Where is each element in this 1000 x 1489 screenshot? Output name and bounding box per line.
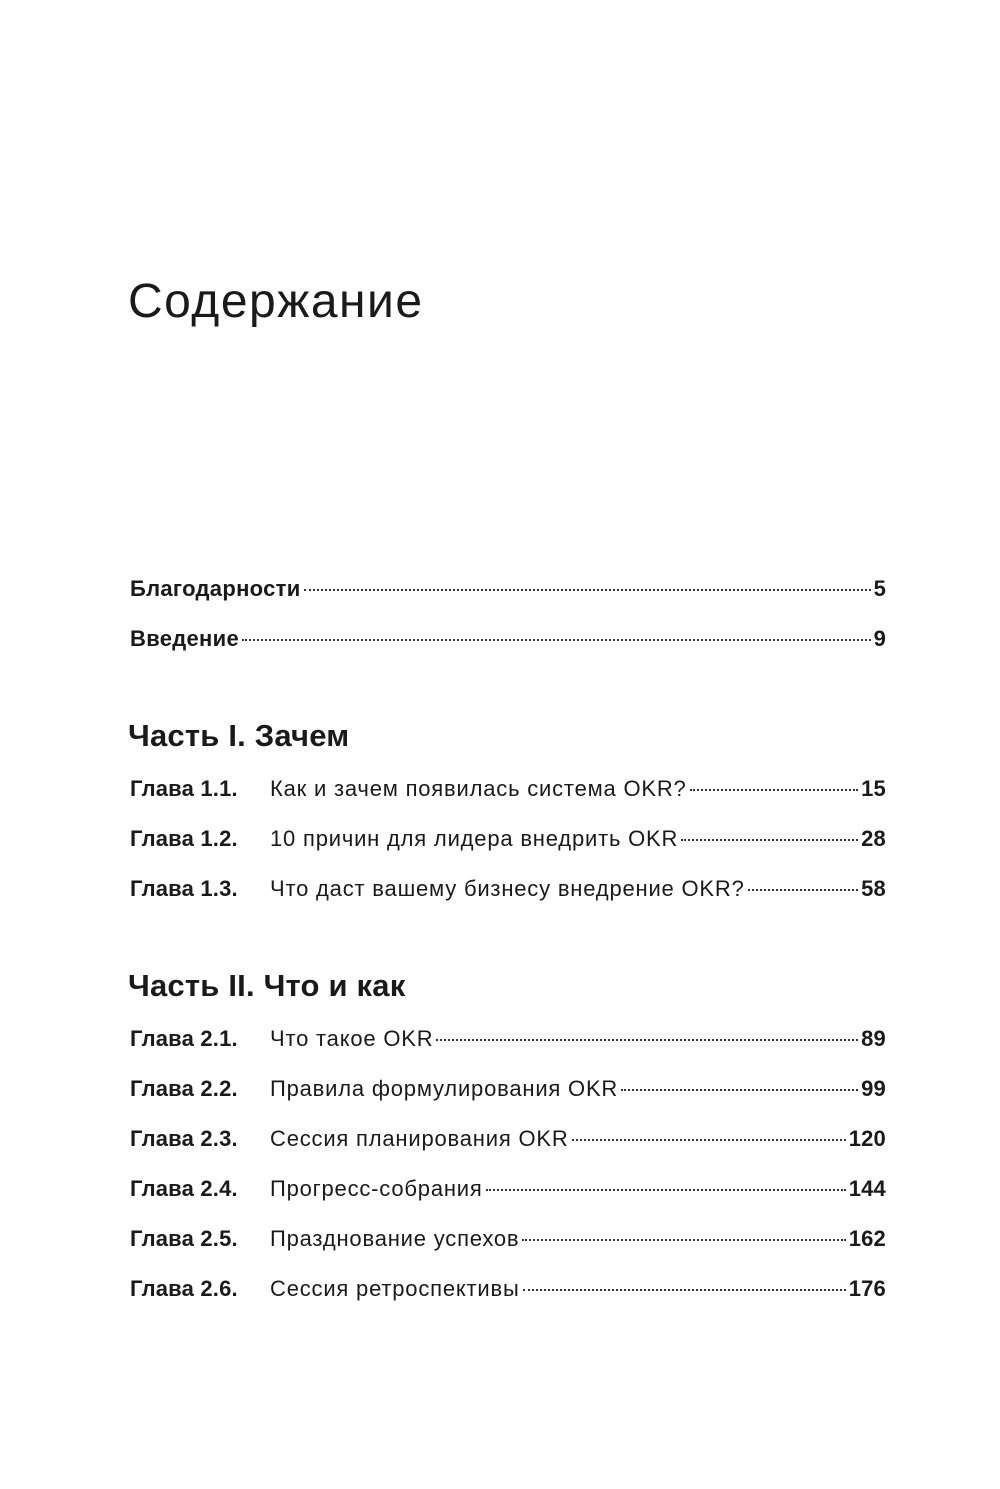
- dot-leader: [436, 1039, 858, 1041]
- chapter-title: Как и зачем появилась система OKR?: [270, 776, 687, 801]
- chapter-number: Глава 1.3.: [130, 876, 238, 901]
- page-title: Содержание: [128, 275, 424, 328]
- toc-page-number: 15: [861, 776, 886, 801]
- toc-chapter-1-1[interactable]: [130, 772, 886, 806]
- chapter-number: Глава 2.2.: [130, 1076, 238, 1101]
- chapter-number: Глава 2.3.: [130, 1126, 238, 1151]
- toc-chapter-2-3[interactable]: [130, 1122, 886, 1156]
- toc-page-number: 176: [848, 1276, 886, 1301]
- chapter-number: Глава 2.4.: [130, 1176, 238, 1201]
- toc-chapter-2-6[interactable]: [130, 1272, 886, 1306]
- toc-entry-introduction[interactable]: [130, 622, 886, 656]
- chapter-number: Глава 2.5.: [130, 1226, 238, 1251]
- toc-entry-label: Благодарности: [130, 576, 301, 601]
- toc-page-number: 58: [861, 876, 886, 901]
- chapter-title: Что даст вашему бизнесу внедрение OKR?: [270, 876, 745, 901]
- part-heading-2: Часть II. Что и как: [128, 968, 406, 1003]
- chapter-number: Глава 1.1.: [130, 776, 238, 801]
- toc-page-number: 162: [848, 1226, 886, 1251]
- dot-leader: [304, 589, 871, 591]
- chapter-title: Прогресс-собрания: [270, 1176, 483, 1201]
- dot-leader: [523, 1289, 846, 1291]
- dot-leader: [242, 639, 871, 641]
- chapter-title: Правила формулирования OKR: [270, 1076, 619, 1101]
- toc-chapter-2-1[interactable]: [130, 1022, 886, 1056]
- toc-entry-acknowledgements[interactable]: [130, 572, 886, 606]
- chapter-title: Сессия планирования OKR: [270, 1126, 569, 1151]
- chapter-title: 10 причин для лидера внедрить OKR: [270, 826, 679, 851]
- dot-leader: [621, 1089, 858, 1091]
- toc-chapter-2-5[interactable]: [130, 1222, 886, 1256]
- dot-leader: [690, 789, 859, 791]
- toc-chapter-1-2[interactable]: [130, 822, 886, 856]
- chapter-title: Сессия ретроспективы: [270, 1276, 520, 1301]
- toc-page-number: 144: [848, 1176, 886, 1201]
- chapter-number: Глава 1.2.: [130, 826, 238, 851]
- toc-page-number: 28: [861, 826, 886, 851]
- toc-page-number: 120: [848, 1126, 886, 1151]
- toc-chapter-2-4[interactable]: [130, 1172, 886, 1206]
- toc-page-number: 5: [873, 576, 886, 601]
- chapter-title: Празднование успехов: [270, 1226, 520, 1251]
- part-heading-1: Часть I. Зачем: [128, 718, 350, 753]
- dot-leader: [522, 1239, 845, 1241]
- chapter-title: Что такое OKR: [270, 1026, 434, 1051]
- toc-chapter-2-2[interactable]: [130, 1072, 886, 1106]
- dot-leader: [572, 1139, 846, 1141]
- toc-chapter-1-3[interactable]: [130, 872, 886, 906]
- toc-page-number: 89: [861, 1026, 886, 1051]
- dot-leader: [748, 889, 859, 891]
- dot-leader: [681, 839, 858, 841]
- dot-leader: [486, 1189, 846, 1191]
- chapter-number: Глава 2.1.: [130, 1026, 238, 1051]
- toc-entry-label: Введение: [130, 626, 240, 651]
- toc-page-number: 99: [861, 1076, 886, 1101]
- chapter-number: Глава 2.6.: [130, 1276, 238, 1301]
- toc-page-number: 9: [873, 626, 886, 651]
